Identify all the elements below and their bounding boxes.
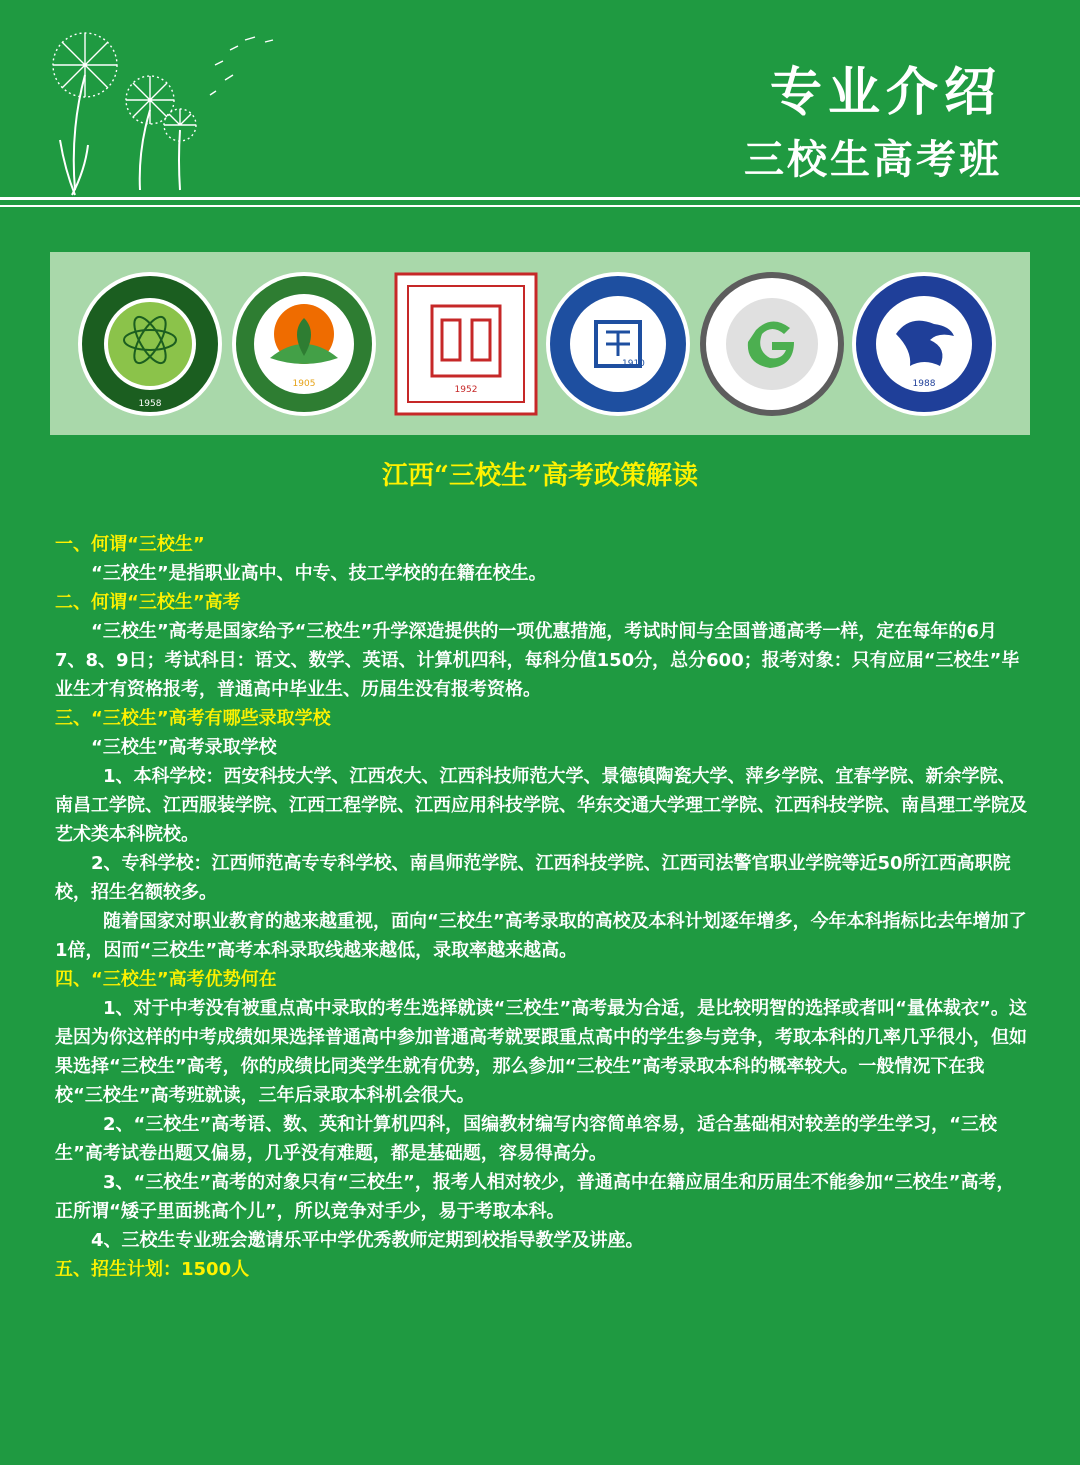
content-paragraph: 1、本科学校：西安科技大学、江西农大、江西科技师范大学、景德镇陶瓷大学、萍乡学院、宜春学院、新余学院、南昌工学院、江西服装学院、江西工程学院、江西应用科技学院、华东交通大学理工学院、江西科技学院、南昌理工学院及艺术类本科院校。: [55, 766, 1027, 845]
header-divider: [0, 197, 1080, 200]
logo-year: 1910: [622, 359, 645, 369]
logo-year: 1958: [138, 399, 162, 409]
logo-year: 1905: [292, 379, 316, 389]
jiangxi-agricultural-logo: [230, 270, 378, 418]
content-paragraph: 4、三校生专业班会邀请乐平中学优秀教师定期到校指导教学及讲座。: [91, 1230, 644, 1251]
ecjtu-tech-logo: [698, 270, 846, 418]
content-paragraph: 2、“三校生”高考语、数、英和计算机四科，国编教材编写内容简单容易，适合基础相对较差的学生学习，“三校生”高考试卷出题又偏易，几乎没有难题，都是基础题，容易得高分。: [55, 1114, 998, 1164]
content-heading: 四、“三校生”高考优势何在: [55, 969, 277, 990]
content-paragraph: 1、对于中考没有被重点高中录取的考生选择就读“三校生”高考最为合适，是比较明智的选择或者叫“量体裁衣”。这是因为你这样的中考成绩如果选择普通高中参加普通高考就要跟重点高中的学生参与竞争，考取本科的几率几乎很小，但如果选择“三校生”高考，你的成绩比同类学生就有优势，那么参加“三校生”高考录取本科的概率较大。一般情况下在我校“三校生”高考班就读，三年后录取本科机会很大。: [55, 998, 1027, 1106]
jingdezhen-ceramic-logo: [544, 270, 692, 418]
logo-year: 1952: [454, 385, 478, 395]
jiangxi-normal-logo: [392, 270, 540, 418]
university-logo-strip: [50, 252, 1030, 435]
logo-year: 1988: [912, 379, 936, 389]
policy-content: [55, 530, 1027, 1284]
content-heading: 一、何谓“三校生”: [55, 534, 205, 555]
content-heading: 三、“三校生”高考有哪些录取学校: [55, 708, 331, 729]
content-paragraph: 3、“三校生”高考的对象只有“三校生”，报考人相对较少，普通高中在籍应届生和历届生不能参加“三校生”高考，正所谓“矮子里面挑高个儿”，所以竞争对手少，易于考取本科。: [55, 1172, 1015, 1222]
xian-university-logo: [76, 270, 224, 418]
content-heading: 五、招生计划：1500人: [55, 1259, 250, 1280]
content-paragraph: “三校生”高考是国家给予“三校生”升学深造提供的一项优惠措施，考试时间与全国普通高考一样，定在每年的6月7、8、9日；考试科目：语文、数学、英语、计算机四科，每科分值150分，总分600；报考对象：只有应届“三校生”毕业生才有资格报考，普通高中毕业生、历届生没有报考资格。: [55, 621, 1020, 700]
dandelion-decoration-icon: [40, 20, 300, 200]
page-title: 专业介绍: [769, 62, 1002, 123]
section-title: 江西“三校生”高考政策解读: [382, 461, 698, 491]
content-heading: 二、何谓“三校生”高考: [55, 592, 241, 613]
page-header: [0, 0, 1080, 210]
header-divider-thin: [0, 205, 1080, 207]
content-paragraph: “三校生”是指职业高中、中专、技工学校的在籍在校生。: [91, 563, 547, 584]
page-subtitle: 三校生高考班: [744, 136, 1002, 183]
content-paragraph: 2、专科学校：江西师范高专专科学校、南昌师范学院、江西科技学院、江西司法警官职业学院等近50所江西高职院校，招生名额较多。: [55, 853, 1011, 903]
nanchang-institute-logo: [850, 270, 998, 418]
content-paragraph: “三校生”高考录取学校: [91, 737, 277, 758]
content-paragraph: 随着国家对职业教育的越来越重视，面向“三校生”高考录取的高校及本科计划逐年增多，今年本科指标比去年增加了1倍，因而“三校生”高考本科录取线越来越低，录取率越来越高。: [55, 911, 1027, 961]
